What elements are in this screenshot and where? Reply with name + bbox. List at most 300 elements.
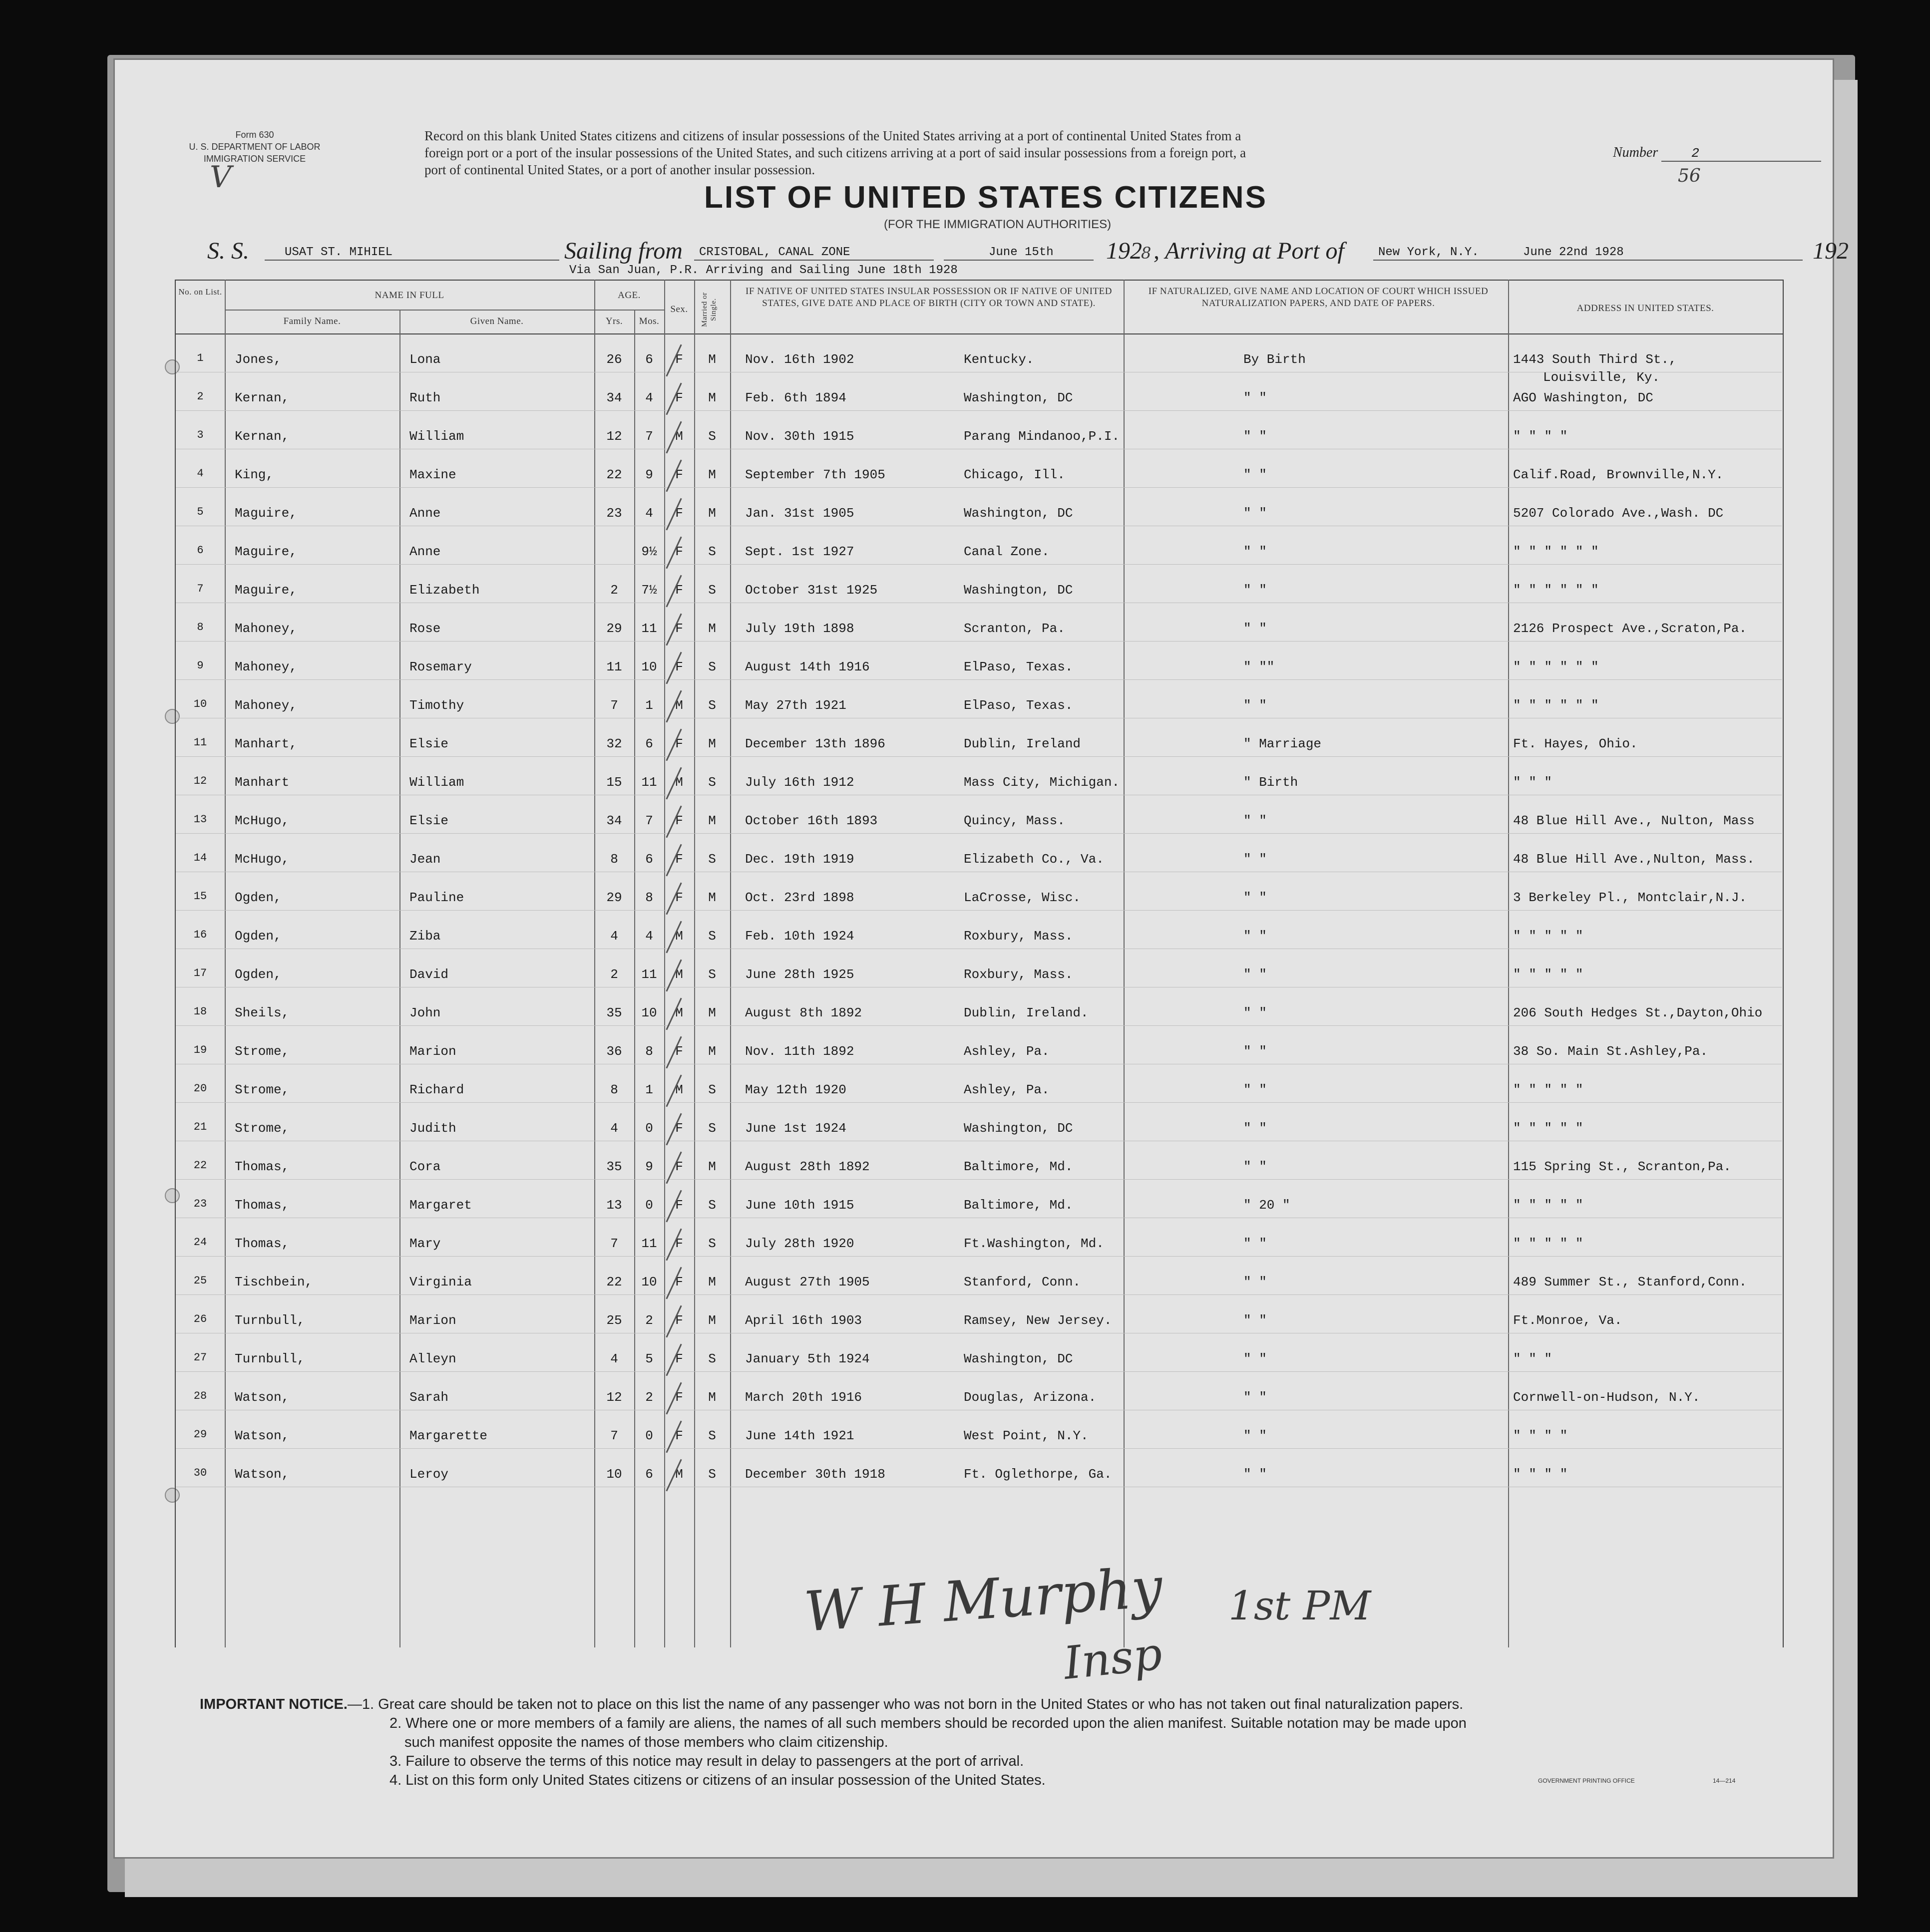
age-months: 6 — [645, 352, 653, 367]
birth-date: July 28th 1920 — [745, 1236, 854, 1251]
family-name: Ogden, — [235, 929, 282, 944]
naturalization: " " — [1243, 1121, 1267, 1136]
birth-date: October 16th 1893 — [745, 813, 878, 828]
birth-place: Mass City, Michigan. — [964, 775, 1120, 790]
row-divider — [176, 756, 1782, 757]
address: Ft. Hayes, Ohio. — [1513, 736, 1638, 751]
birth-date: September 7th 1905 — [745, 467, 885, 482]
family-name: Manhart, — [235, 736, 297, 751]
address: " " " " " — [1513, 1198, 1583, 1213]
row-number: 19 — [193, 1044, 207, 1056]
age-years: 7 — [610, 698, 618, 713]
birth-place: Canal Zone. — [964, 544, 1050, 559]
age-years: 22 — [606, 1275, 622, 1289]
row-number: 12 — [193, 775, 207, 787]
given-name: Ruth — [409, 390, 441, 405]
given-name: Anne — [409, 544, 441, 559]
given-name: Pauline — [409, 890, 464, 905]
family-name: Watson, — [235, 1428, 290, 1443]
family-name: Strome, — [235, 1082, 290, 1097]
naturalization: " " — [1243, 1313, 1267, 1328]
address: " " " " " — [1513, 1121, 1583, 1136]
sex: F — [675, 467, 683, 482]
given-name: Richard — [409, 1082, 464, 1097]
address: 48 Blue Hill Ave., Nulton, Mass — [1513, 813, 1755, 828]
printer-code: 14—214 — [1713, 1777, 1736, 1784]
marital-status: S — [708, 1236, 716, 1251]
birth-place: Quincy, Mass. — [964, 813, 1065, 828]
marital-status: S — [708, 1351, 716, 1366]
family-name: Kernan, — [235, 429, 290, 444]
family-name: Jones, — [235, 352, 282, 367]
birth-place: Elizabeth Co., Va. — [964, 852, 1104, 867]
age-months: 11 — [641, 1236, 657, 1251]
birth-place: Chicago, Ill. — [964, 467, 1065, 482]
age-years: 4 — [610, 929, 618, 944]
row-number: 15 — [193, 890, 207, 903]
row-divider — [176, 1448, 1782, 1449]
birth-date: July 16th 1912 — [745, 775, 854, 790]
row-number: 8 — [197, 621, 204, 634]
ss-label: S. S. — [207, 238, 249, 264]
sex: M — [675, 1082, 683, 1097]
row-divider — [176, 1256, 1782, 1257]
birth-date: December 13th 1896 — [745, 736, 885, 751]
birth-place: Dublin, Ireland — [964, 736, 1081, 751]
marital-status: S — [708, 929, 716, 944]
year-label: 192 — [1813, 238, 1849, 264]
row-number: 2 — [197, 390, 204, 403]
given-name: Marion — [409, 1313, 456, 1328]
family-name: Strome, — [235, 1121, 290, 1136]
address: " " " " " " — [1513, 698, 1599, 713]
age-months: 7 — [645, 429, 653, 444]
naturalization: " "" — [1243, 659, 1275, 674]
sex: F — [675, 1159, 683, 1174]
age-years: 34 — [606, 390, 622, 405]
birth-place: Parang Mindanoo,P.I. — [964, 429, 1120, 444]
age-years: 12 — [606, 429, 622, 444]
notice-item: such manifest opposite the names of those members who claim citizenship. — [404, 1734, 888, 1750]
birth-date: April 16th 1903 — [745, 1313, 862, 1328]
row-number: 25 — [193, 1275, 207, 1287]
given-name: Marion — [409, 1044, 456, 1059]
naturalization: " " — [1243, 1351, 1267, 1366]
family-name: Tischbein, — [235, 1275, 313, 1289]
address: 3 Berkeley Pl., Montclair,N.J. — [1513, 890, 1747, 905]
marital-status: S — [708, 1198, 716, 1213]
marital-status: M — [708, 1159, 716, 1174]
birth-place: Kentucky. — [964, 352, 1034, 367]
family-name: Kernan, — [235, 390, 290, 405]
naturalization: " " — [1243, 852, 1267, 867]
sex: F — [675, 813, 683, 828]
birth-date: August 8th 1892 — [745, 1005, 862, 1020]
naturalization: " " — [1243, 1159, 1267, 1174]
given-name: Margarette — [409, 1428, 488, 1443]
birth-date: October 31st 1925 — [745, 583, 878, 598]
arriving-label: , Arriving at Port of — [1154, 238, 1344, 264]
notice-item: 4. List on this form only United States citizens or citizens of an insular possession of the United States. — [389, 1772, 1046, 1788]
given-name: Timothy — [409, 698, 464, 713]
marital-status: S — [708, 775, 716, 790]
birth-date: Dec. 19th 1919 — [745, 852, 854, 867]
sex: F — [675, 659, 683, 674]
given-name: Rose — [409, 621, 441, 636]
row-divider — [176, 1294, 1782, 1295]
row-number: 18 — [193, 1005, 207, 1018]
row-number: 16 — [193, 929, 207, 941]
row-divider — [176, 1371, 1782, 1372]
birth-date: August 28th 1892 — [745, 1159, 870, 1174]
age-months: 7½ — [641, 583, 657, 598]
family-name: Watson, — [235, 1467, 290, 1482]
sex: M — [675, 1467, 683, 1482]
naturalization: " " — [1243, 1082, 1267, 1097]
marital-status: S — [708, 429, 716, 444]
naturalization: " " — [1243, 506, 1267, 521]
birth-date: Nov. 30th 1915 — [745, 429, 854, 444]
family-name: Mahoney, — [235, 621, 297, 636]
birth-place: Washington, DC — [964, 1351, 1073, 1366]
age-months: 5 — [645, 1351, 653, 1366]
form-number: Form 630 — [235, 130, 274, 140]
age-months: 4 — [645, 390, 653, 405]
birth-date: Nov. 16th 1902 — [745, 352, 854, 367]
birth-date: June 1st 1924 — [745, 1121, 846, 1136]
row-number: 11 — [193, 736, 207, 749]
address: Cornwell-on-Hudson, N.Y. — [1513, 1390, 1700, 1405]
address: " " " " — [1513, 429, 1568, 444]
age-months: 4 — [645, 506, 653, 521]
sex: M — [675, 1005, 683, 1020]
family-name: Turnbull, — [235, 1313, 305, 1328]
row-number: 9 — [197, 659, 204, 672]
address: " " " " " — [1513, 1082, 1583, 1097]
row-number: 1 — [197, 352, 204, 364]
sex: F — [675, 890, 683, 905]
family-name: Turnbull, — [235, 1351, 305, 1366]
birth-place: West Point, N.Y. — [964, 1428, 1089, 1443]
arriving-date: June 22nd 1928 — [1523, 246, 1624, 259]
given-name: Margaret — [409, 1198, 472, 1213]
given-name: Ziba — [409, 929, 441, 944]
age-months: 11 — [641, 775, 657, 790]
naturalization: " " — [1243, 1236, 1267, 1251]
family-name: Maguire, — [235, 583, 297, 598]
marital-status: M — [708, 1275, 716, 1289]
given-name: Maxine — [409, 467, 456, 482]
marital-status: S — [708, 1428, 716, 1443]
age-years: 4 — [610, 1351, 618, 1366]
marital-status: S — [708, 1121, 716, 1136]
age-months: 1 — [645, 698, 653, 713]
sex: F — [675, 736, 683, 751]
age-months: 8 — [645, 1044, 653, 1059]
year-suffix: 8 — [1141, 244, 1152, 263]
marital-status: M — [708, 1313, 716, 1328]
sex: F — [675, 1121, 683, 1136]
address: Ft.Monroe, Va. — [1513, 1313, 1622, 1328]
given-name: Leroy — [409, 1467, 449, 1482]
sex: F — [675, 1390, 683, 1405]
col-header-sex: Sex. — [670, 304, 688, 315]
row-number: 26 — [193, 1313, 207, 1325]
birth-date: August 14th 1916 — [745, 659, 870, 674]
instruction-line: Record on this blank United States citizens and citizens of insular possessions of the United States arriving at a port of continental United States from a — [424, 128, 1241, 143]
age-months: 8 — [645, 890, 653, 905]
row-number: 5 — [197, 506, 204, 518]
marital-status: S — [708, 852, 716, 867]
naturalization: " " — [1243, 1275, 1267, 1289]
given-name: Elsie — [409, 736, 449, 751]
row-divider — [176, 1179, 1782, 1180]
sex: M — [675, 775, 683, 790]
given-name: Anne — [409, 506, 441, 521]
address: 38 So. Main St.Ashley,Pa. — [1513, 1044, 1708, 1059]
marital-status: M — [708, 1390, 716, 1405]
birth-date: Nov. 11th 1892 — [745, 1044, 854, 1059]
naturalization: By Birth — [1243, 352, 1306, 367]
family-name: Ogden, — [235, 967, 282, 982]
row-number: 14 — [193, 852, 207, 864]
marital-status: M — [708, 467, 716, 482]
naturalization: " " — [1243, 1005, 1267, 1020]
naturalization: " " — [1243, 621, 1267, 636]
naturalization: " Marriage — [1243, 736, 1322, 751]
age-years: 34 — [606, 813, 622, 828]
given-name: Rosemary — [409, 659, 472, 674]
age-months: 2 — [645, 1390, 653, 1405]
row-divider — [176, 564, 1782, 565]
address: " " " " " " — [1513, 583, 1599, 598]
birth-place: Washington, DC — [964, 390, 1073, 405]
col-header-naturalized: IF NATURALIZED, GIVE NAME AND LOCATION OF COURT WHICH ISSUED NATURALIZATION PAPERS, AND DATE OF PAPERS. — [1148, 286, 1489, 309]
punch-hole — [165, 709, 180, 724]
family-name: Thomas, — [235, 1236, 290, 1251]
birth-place: ElPaso, Texas. — [964, 659, 1073, 674]
age-years: 26 — [606, 352, 622, 367]
age-years: 35 — [606, 1005, 622, 1020]
given-name: John — [409, 1005, 441, 1020]
age-years: 8 — [610, 852, 618, 867]
family-name: Thomas, — [235, 1159, 290, 1174]
age-years: 36 — [606, 1044, 622, 1059]
age-years: 7 — [610, 1236, 618, 1251]
sex: F — [675, 1198, 683, 1213]
birth-date: March 20th 1916 — [745, 1390, 862, 1405]
birth-place: Roxbury, Mass. — [964, 967, 1073, 982]
given-name: Cora — [409, 1159, 441, 1174]
sailing-from-port: CRISTOBAL, CANAL ZONE — [699, 246, 850, 259]
given-name: William — [409, 775, 464, 790]
birth-place: Baltimore, Md. — [964, 1198, 1073, 1213]
age-months: 10 — [641, 659, 657, 674]
age-years: 4 — [610, 1121, 618, 1136]
age-years: 11 — [606, 659, 622, 674]
given-name: Lona — [409, 352, 441, 367]
row-number: 7 — [197, 583, 204, 595]
row-divider — [176, 833, 1782, 834]
naturalization: " " — [1243, 698, 1267, 713]
col-header-no: No. on List. — [178, 287, 222, 297]
naturalization: " " — [1243, 967, 1267, 982]
row-number: 6 — [197, 544, 204, 557]
birth-place: Ramsey, New Jersey. — [964, 1313, 1112, 1328]
age-months: 7 — [645, 813, 653, 828]
punch-hole — [165, 1488, 180, 1503]
year-label: 192 — [1106, 238, 1142, 264]
age-months: 9½ — [641, 544, 657, 559]
age-months: 10 — [641, 1275, 657, 1289]
row-number: 29 — [193, 1428, 207, 1441]
address: " " " " — [1513, 1428, 1568, 1443]
sex: F — [675, 1351, 683, 1366]
birth-date: July 19th 1898 — [745, 621, 854, 636]
age-years: 32 — [606, 736, 622, 751]
row-number: 17 — [193, 967, 207, 979]
age-years: 10 — [606, 1467, 622, 1482]
sex: M — [675, 429, 683, 444]
row-number: 13 — [193, 813, 207, 826]
family-name: Mahoney, — [235, 698, 297, 713]
age-months: 10 — [641, 1005, 657, 1020]
given-name: Virginia — [409, 1275, 472, 1289]
row-divider — [176, 910, 1782, 911]
age-months: 11 — [641, 621, 657, 636]
col-header-age: AGE. — [618, 290, 641, 301]
marital-status: M — [708, 736, 716, 751]
sex: F — [675, 583, 683, 598]
age-months: 0 — [645, 1198, 653, 1213]
col-header-name: NAME IN FULL — [375, 290, 444, 301]
address: " " " " " " — [1513, 659, 1599, 674]
sex: M — [675, 698, 683, 713]
address: 2126 Prospect Ave.,Scraton,Pa. — [1513, 621, 1747, 636]
marital-status: M — [708, 813, 716, 828]
inspector-initials: Insp — [1061, 1627, 1165, 1690]
row-number: 20 — [193, 1082, 207, 1095]
given-name: Mary — [409, 1236, 441, 1251]
age-months: 6 — [645, 852, 653, 867]
marital-status: M — [708, 506, 716, 521]
naturalization: " " — [1243, 929, 1267, 944]
form-subtitle: (FOR THE IMMIGRATION AUTHORITIES) — [884, 218, 1112, 231]
sex: F — [675, 1236, 683, 1251]
age-years: 25 — [606, 1313, 622, 1328]
age-months: 0 — [645, 1121, 653, 1136]
address: 48 Blue Hill Ave.,Nulton, Mass. — [1513, 852, 1755, 867]
birth-date: Feb. 10th 1924 — [745, 929, 854, 944]
marital-status: S — [708, 583, 716, 598]
address-line-2: Louisville, Ky. — [1543, 370, 1660, 385]
family-name: Maguire, — [235, 544, 297, 559]
family-name: Sheils, — [235, 1005, 290, 1020]
col-header-given: Given Name. — [470, 316, 524, 326]
age-years: 22 — [606, 467, 622, 482]
given-name: Sarah — [409, 1390, 449, 1405]
age-months: 2 — [645, 1313, 653, 1328]
age-months: 1 — [645, 1082, 653, 1097]
address: " " " — [1513, 775, 1552, 790]
form-instructions — [424, 127, 1673, 178]
marital-status: M — [708, 390, 716, 405]
address: 1443 South Third St., — [1513, 352, 1677, 367]
birth-date: May 12th 1920 — [745, 1082, 846, 1097]
marital-status: M — [708, 352, 716, 367]
printer-mark: GOVERNMENT PRINTING OFFICE — [1538, 1777, 1635, 1784]
service-name: IMMIGRATION SERVICE — [203, 154, 306, 164]
marital-status: M — [708, 1005, 716, 1020]
birth-date: Jan. 31st 1905 — [745, 506, 854, 521]
form-identifier — [180, 129, 330, 165]
row-number: 21 — [193, 1121, 207, 1133]
notice-item: —1. Great care should be taken not to place on this list the name of any passenger who was not born in the United States or who has not taken out final naturalization papers. — [347, 1696, 1464, 1712]
birth-date: June 14th 1921 — [745, 1428, 854, 1443]
address: 489 Summer St., Stanford,Conn. — [1513, 1275, 1747, 1289]
age-months: 0 — [645, 1428, 653, 1443]
age-years: 23 — [606, 506, 622, 521]
birth-place: LaCrosse, Wisc. — [964, 890, 1081, 905]
marital-status: S — [708, 1082, 716, 1097]
birth-date: June 10th 1915 — [745, 1198, 854, 1213]
sex: F — [675, 852, 683, 867]
family-name: Maguire, — [235, 506, 297, 521]
sex: F — [675, 621, 683, 636]
notice-label: IMPORTANT NOTICE. — [200, 1696, 348, 1712]
age-months: 6 — [645, 1467, 653, 1482]
birth-date: January 5th 1924 — [745, 1351, 870, 1366]
naturalization: " " — [1243, 1467, 1267, 1482]
age-months: 11 — [641, 967, 657, 982]
row-number: 28 — [193, 1390, 207, 1402]
address: " " " " " — [1513, 967, 1583, 982]
marital-status: M — [708, 890, 716, 905]
family-name: King, — [235, 467, 274, 482]
age-years: 29 — [606, 890, 622, 905]
family-name: Thomas, — [235, 1198, 290, 1213]
address: Calif.Road, Brownville,N.Y. — [1513, 467, 1724, 482]
via-line: Via San Juan, P.R. Arriving and Sailing June 18th 1928 — [569, 264, 958, 277]
naturalization: " " — [1243, 544, 1267, 559]
age-months: 9 — [645, 467, 653, 482]
row-divider — [176, 679, 1782, 680]
family-name: Manhart — [235, 775, 290, 790]
birth-date: August 27th 1905 — [745, 1275, 870, 1289]
row-divider — [176, 641, 1782, 642]
birth-place: Ft.Washington, Md. — [964, 1236, 1104, 1251]
col-header-mos: Mos. — [639, 316, 660, 326]
address: " " " — [1513, 1351, 1552, 1366]
family-name: McHugo, — [235, 813, 290, 828]
number-label: Number — [1613, 145, 1658, 160]
marital-status: S — [708, 544, 716, 559]
notice-item: 3. Failure to observe the terms of this notice may result in delay to passengers at the port of arrival. — [389, 1753, 1024, 1769]
birth-place: Baltimore, Md. — [964, 1159, 1073, 1174]
col-header-married: Married or Single. — [701, 292, 718, 327]
given-name: Alleyn — [409, 1351, 456, 1366]
row-number: 4 — [197, 467, 204, 480]
birth-place: Ashley, Pa. — [964, 1082, 1050, 1097]
marital-status: S — [708, 659, 716, 674]
age-years: 15 — [606, 775, 622, 790]
birth-place: ElPaso, Texas. — [964, 698, 1073, 713]
sex: F — [675, 544, 683, 559]
birth-date: December 30th 1918 — [745, 1467, 885, 1482]
address: " " " " — [1513, 1467, 1568, 1482]
birth-date: June 28th 1925 — [745, 967, 854, 982]
marital-status: S — [708, 1467, 716, 1482]
